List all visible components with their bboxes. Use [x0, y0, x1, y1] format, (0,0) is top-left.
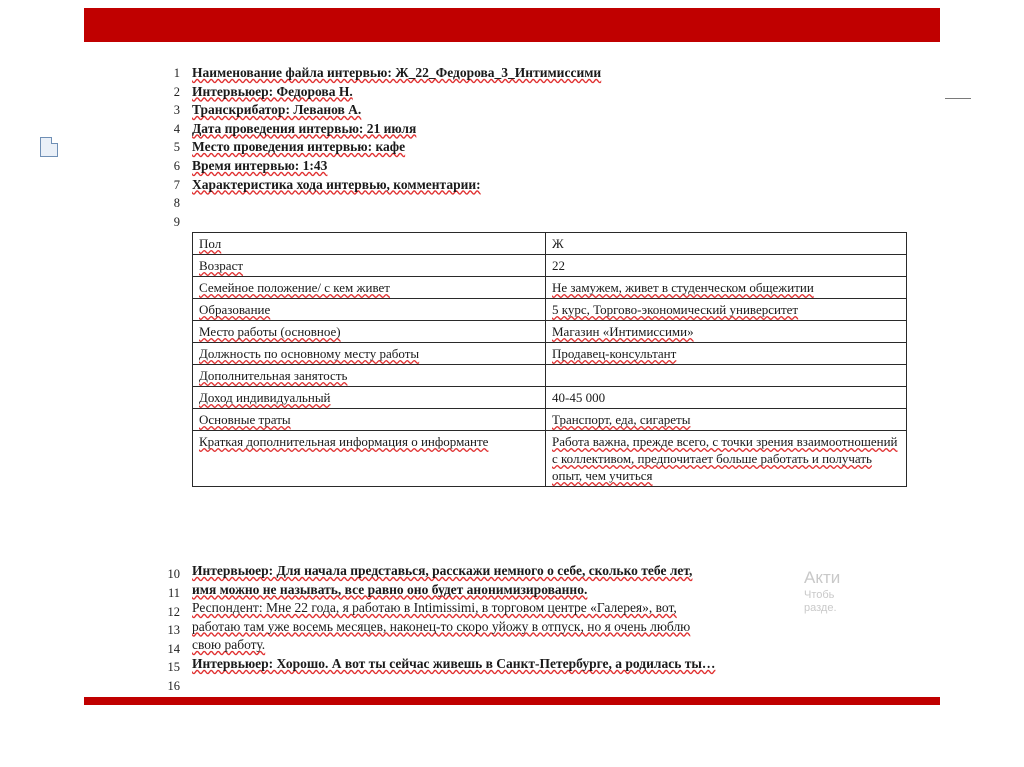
watermark-line-3: разде. — [804, 602, 837, 615]
table-row — [193, 365, 907, 387]
body-line: Респондент: Мне 22 года, я работаю в Intimissimi, в торговом центре «Галерея», вот, — [192, 600, 677, 616]
row-value: Не замужем, живет в студенческом общежитии — [546, 277, 907, 299]
row-value: Работа важна, прежде всего, с точки зрения взаимоотношений с коллективом, предпочитает больше работать и получать опыт, чем учиться — [546, 431, 907, 487]
table-row — [193, 255, 907, 277]
header-line-comments: Характеристика хода интервью, комментарии: — [192, 176, 481, 192]
line-number: 1 — [173, 66, 180, 80]
watermark-line-2: Чтобь — [804, 588, 835, 601]
line-number: 2 — [173, 84, 180, 99]
row-label: Образование — [193, 299, 546, 321]
watermark-line-1: Акти — [804, 568, 841, 588]
document-header-block — [192, 64, 912, 194]
row-label: Основные траты — [193, 409, 546, 431]
line-number: 10 — [167, 567, 180, 582]
ruler-tick-icon — [945, 98, 971, 99]
bottom-accent-bar — [84, 697, 940, 705]
header-line-duration: Время интервью: 1:43 — [192, 157, 328, 173]
table-row — [193, 343, 907, 365]
line-number: 5 — [173, 140, 180, 155]
row-label: Пол — [193, 233, 546, 255]
page-icon — [40, 137, 58, 157]
row-value: Транспорт, еда, сигареты — [546, 409, 907, 431]
table-row — [193, 387, 907, 409]
line-number: 6 — [173, 158, 180, 173]
body-line: свою работу. — [192, 637, 266, 653]
table-row — [193, 277, 907, 299]
header-line-place: Место проведения интервью: кафе — [192, 139, 406, 155]
row-value: Ж — [546, 233, 907, 255]
informant-info-table — [192, 232, 907, 487]
line-number: 3 — [173, 103, 180, 118]
row-value: Продавец-консультант — [546, 343, 907, 365]
row-label: Семейное положение/ с кем живет — [193, 277, 546, 299]
line-number: 8 — [173, 196, 180, 211]
header-line-date: Дата проведения интервью: 21 июля — [192, 120, 417, 136]
body-line: работаю там уже восемь месяцев, наконец-то скоро уйожу в отпуск, но я очень люблю — [192, 618, 691, 634]
document-page — [84, 44, 940, 694]
line-number: 12 — [167, 604, 180, 619]
header-line-interviewer: Интервьюер: Федорова Н. — [192, 83, 353, 99]
row-value — [546, 365, 907, 387]
line-number: 7 — [173, 177, 180, 192]
header-line-filename: Наименование файла интервью: Ж_22_Федорова_3_Интимиссими — [192, 65, 602, 80]
row-value: 40-45 000 — [546, 387, 907, 409]
table-row — [193, 431, 907, 487]
row-value: 5 курс, Торгово-экономический университет — [546, 299, 907, 321]
row-label: Место работы (основное) — [193, 321, 546, 343]
row-value: Магазин «Интимиссими» — [546, 321, 907, 343]
row-label: Дополнительная занятость — [193, 365, 546, 387]
line-number: 13 — [167, 623, 180, 638]
table-row — [193, 233, 907, 255]
table-row — [193, 409, 907, 431]
top-accent-bar — [84, 8, 940, 42]
activation-watermark — [804, 567, 912, 616]
row-label: Возраст — [193, 255, 546, 277]
row-label: Должность по основному месту работы — [193, 343, 546, 365]
row-label: Доход индивидуальный — [193, 387, 546, 409]
body-line: имя можно не называть, все равно оно будет анонимизированно. — [192, 581, 588, 597]
table-row — [193, 321, 907, 343]
body-line: Интервьюер: Для начала представься, расскажи немного о себе, сколько тебе лет, — [192, 563, 693, 578]
header-line-transcriber: Транскрибатор: Леванов А. — [192, 102, 362, 118]
line-number: 15 — [167, 660, 180, 675]
line-number-gutter — [154, 64, 180, 696]
line-number: 9 — [173, 214, 180, 229]
row-value: 22 — [546, 255, 907, 277]
line-number: 11 — [167, 585, 180, 600]
table-row — [193, 299, 907, 321]
line-number: 16 — [167, 678, 180, 693]
line-number: 14 — [167, 641, 180, 656]
body-line: Интервьюер: Хорошо. А вот ты сейчас живешь в Санкт-Петербурге, а родилась ты… — [192, 655, 716, 671]
row-label: Краткая дополнительная информация о информанте — [193, 431, 546, 487]
line-number: 4 — [173, 121, 180, 136]
